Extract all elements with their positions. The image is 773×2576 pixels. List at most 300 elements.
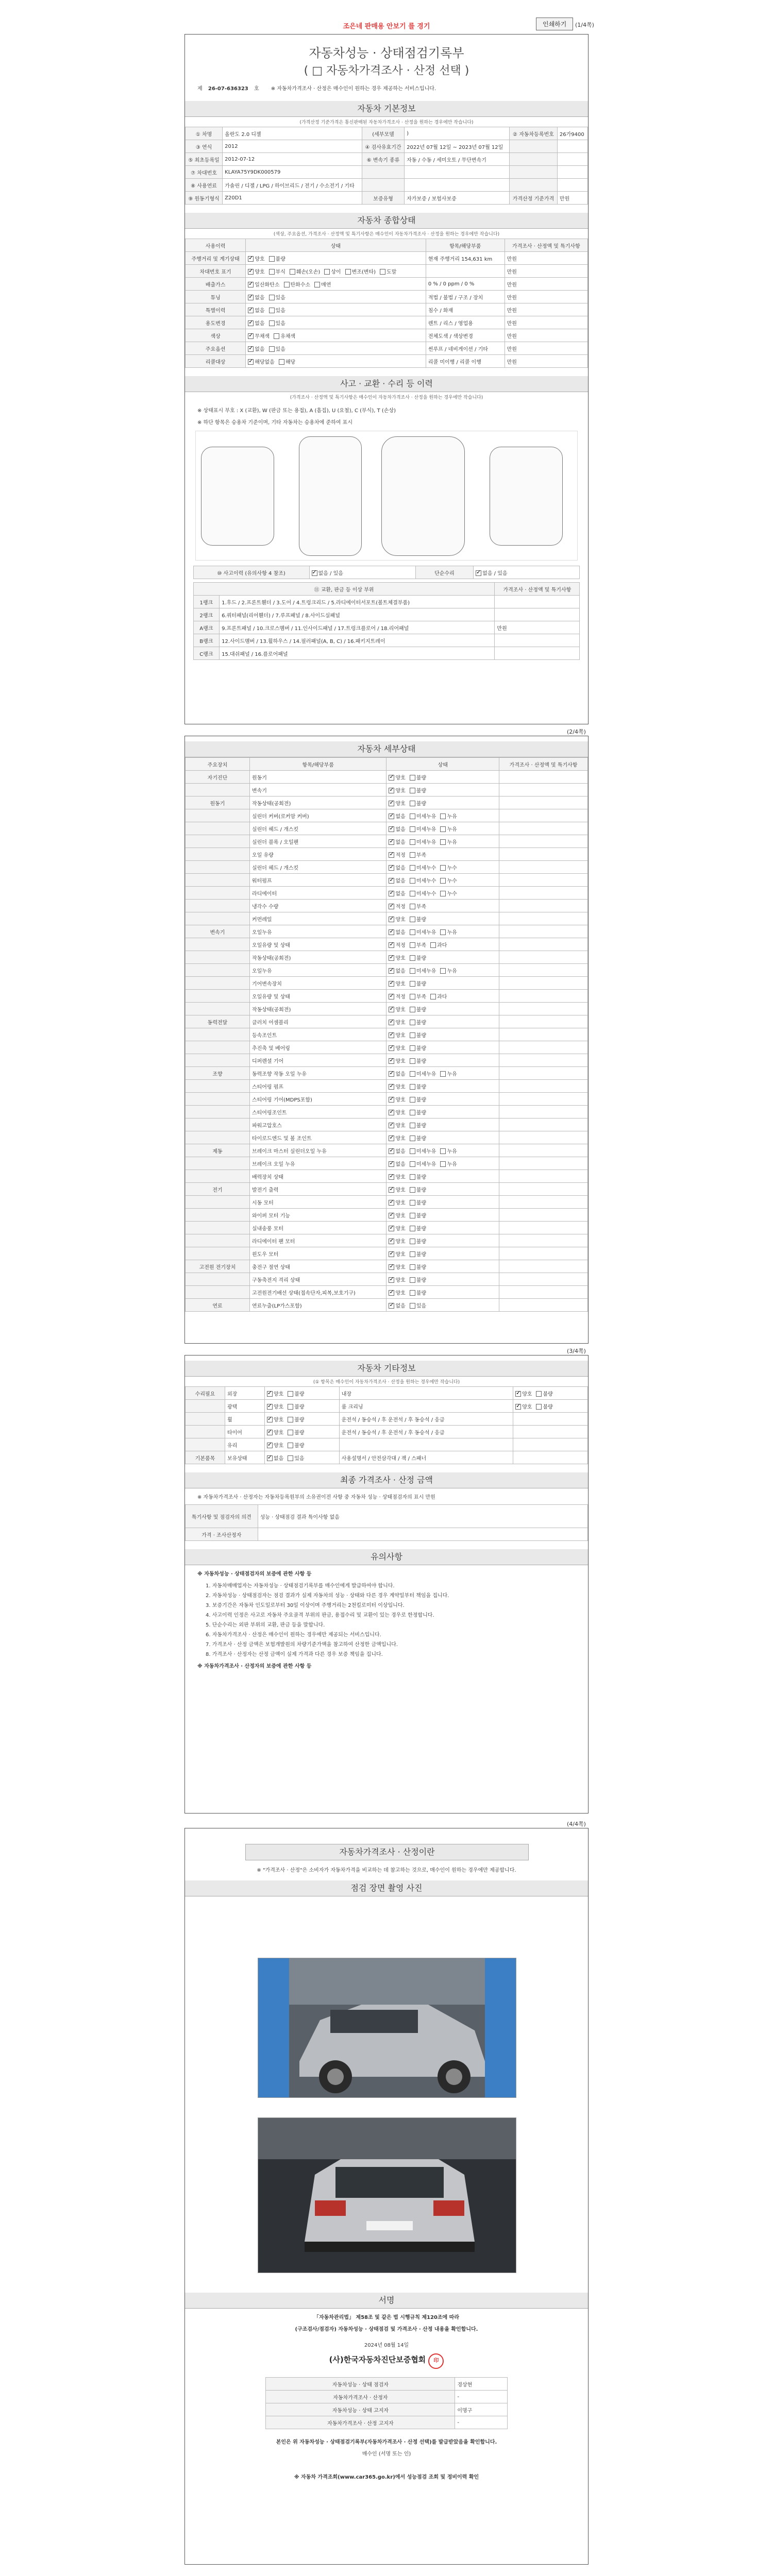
table-row [186,784,588,796]
checkbox-icon [389,1187,394,1193]
sign-law-2: (구조검사/점검자) 자동차성능 · 상태점검 및 가격조사 · 산정 내용을 확인합니다. [295,2327,478,2332]
checkbox-icon [410,942,415,948]
basic-cell: 보증유형 [362,192,404,205]
table-row [186,1028,588,1041]
checkbox-option: 누유 [440,967,457,974]
parts-items: 1.후드 / 2.프론트휀더 / 3.도어 / 4.트렁크리드 / 5.라디에이터서포트(볼트체결부품) [220,596,495,608]
overall-item: 특별이력 [186,303,246,316]
other-group [186,1400,225,1413]
notes-label-1: 특기사항 및 점검자의 의견 [186,1505,258,1528]
checkbox-option: 불량 [410,1250,426,1258]
checkbox-option: ✓ 양호 [389,1057,405,1064]
detail-group [186,809,250,822]
checkbox-icon [389,1290,394,1296]
table-row [186,1080,588,1093]
checkbox-option: ✓ 양호 [389,1121,405,1129]
checkbox-icon [248,282,254,287]
table-row [193,634,580,647]
detail-status [386,784,499,796]
detail-status [386,938,499,951]
overall-status [246,303,426,316]
checkbox-option: 불량 [288,1428,304,1436]
checkbox-option: 불량 [410,1198,426,1206]
basic-cell: 올란도 2.0 디젤 [223,127,362,140]
checkbox-option: 미세누유 [410,1160,436,1167]
detail-group: 제동 [186,1144,250,1157]
overall-price: 만원 [505,355,587,368]
detail-status [386,1080,499,1093]
checkbox-option: 불량 [269,255,285,262]
checkbox-option: 불량 [410,1134,426,1142]
other-status-2 [513,1426,588,1438]
checkbox-icon [269,256,275,262]
checkbox-option: 불량 [410,773,426,781]
checkbox-icon [288,1443,293,1448]
sign-date: 2024년 08월 14일 [364,2343,409,2348]
checkbox-option: ✓ 무채색 [248,332,270,340]
checkbox-icon [389,826,394,832]
overall-item: 배출가스 [186,278,246,291]
checkbox-option: 불량 [410,1224,426,1232]
detail-price [499,848,588,861]
basic-cell [509,166,557,179]
detail-status [386,964,499,977]
other-group [186,1426,225,1438]
detail-price [499,1067,588,1080]
signature-area [184,2282,589,2565]
parts-items: 9.프론트패널 / 10.크로스멤버 / 11.인사이드패널 / 17.트렁크플로어 / 18.리어패널 [220,621,495,634]
detail-item: 추진축 및 베어링 [249,1041,386,1054]
overall-status [246,329,426,342]
checkbox-icon [410,839,415,845]
overall-part: 침수 / 화재 [426,303,505,316]
detail-status [386,1234,499,1247]
checkbox-option: 있음 [410,1301,426,1309]
other-status [264,1387,339,1400]
checkbox-icon [324,269,330,275]
detail-group [186,951,250,964]
basic-cell: ⑧ 사용연료 [186,179,223,192]
overall-bar: 자동차 종합상태 [185,213,588,229]
detail-group [186,1273,250,1286]
checkbox-option: ✓ 없음 [389,889,405,897]
checkbox-option: 과다 [430,941,447,948]
checkbox-icon [284,282,290,287]
table-row [193,647,580,660]
signer-role: 자동차성능 · 상태 점검자 [266,2378,455,2391]
basic-cell: Z20D1 [223,192,362,205]
checkbox-option: ✓ 없음 [389,876,405,884]
checkbox-icon [389,1148,394,1154]
checkbox-option: ✓ 적정 [389,941,405,948]
detail-group [186,1003,250,1015]
table-row [186,1387,588,1400]
checkbox-icon [274,333,279,339]
checkbox-option: ✓ 없음 [389,812,405,820]
checkbox-icon [536,1404,542,1410]
checkbox-option: 미세누유 [410,928,436,936]
table-row [186,874,588,887]
basic-cell: ⑨ 원동기형식 [186,192,223,205]
detail-group [186,990,250,1003]
detail-item: 동력조향 작동 오일 누유 [249,1067,386,1080]
checkbox-icon [410,1277,415,1283]
checkbox-option: 누유 [440,825,457,833]
detail-h3: 가격조사 · 산정액 및 특기사항 [499,758,588,771]
other-status [264,1451,339,1464]
checkbox-option: ✓ 없음 [389,928,405,936]
other-status [264,1426,339,1438]
detail-status [386,1015,499,1028]
overall-part: 썬루프 / 네비게이션 / 기타 [426,342,505,355]
detail-status [386,1196,499,1209]
basic-cell [405,166,510,179]
basic-cell: ① 차명 [186,127,223,140]
detail-item: 라디에이터 팬 모터 [249,1234,386,1247]
checkbox-icon [389,865,394,871]
other-group: 기본품목 [186,1451,225,1464]
caution-line: 4. 사고이력 인정은 사고로 자동차 주요골격 부위의 판금, 용접수리 및 교환이 있는 경우로 한정합니다. [206,1613,434,1618]
checkbox-icon [410,1200,415,1206]
detail-price [499,925,588,938]
signer-name: 이명구 [455,2403,507,2416]
detail-group [186,912,250,925]
checkbox-icon [440,968,446,974]
checkbox-icon [389,1058,394,1064]
basic-cell [557,140,587,153]
table-row [186,316,588,329]
checkbox-option: 미세누유 [410,1147,436,1155]
basic-cell [509,179,557,192]
table-row [186,265,588,278]
other-item-2 [339,1438,513,1451]
detail-item: 브레이크 마스터 실린더오일 누유 [249,1144,386,1157]
detail-status [386,1041,499,1054]
checkbox-icon [410,1058,415,1064]
checkbox-icon [440,878,446,884]
detail-item: 작동상태(공회전) [249,796,386,809]
table-row [186,822,588,835]
checkbox-option: ✓ 양호 [248,255,264,262]
checkbox-option: 부족 [410,902,426,910]
basic-info-table [185,127,588,205]
detail-item: 실린더 커버(로커암 커버) [249,809,386,822]
other-item: 유리 [225,1438,264,1451]
table-row [186,1170,588,1183]
detail-status [386,925,499,938]
detail-group: 변속기 [186,925,250,938]
checkbox-option: 불량 [410,1263,426,1270]
car-top-view [299,436,362,556]
checkbox-option: ✓ 양호 [389,773,405,781]
table-row [186,938,588,951]
basic-cell [362,179,404,192]
table-row [186,1015,588,1028]
table-row [193,608,580,621]
cautions-bar: 유의사항 [185,1549,588,1565]
detail-price [499,1028,588,1041]
checkbox-icon [440,1071,446,1077]
detail-price [499,1299,588,1312]
checkbox-option: 있음 [269,345,285,352]
notes-value-1: 성능 · 상태점검 결과 특이사항 없음 [258,1505,587,1528]
page-number-3: (3/4쪽) [567,1348,586,1354]
notes-table [185,1504,588,1541]
detail-bar: 자동차 세부상태 [185,741,588,757]
detail-item: 실린더 헤드 / 개스킷 [249,822,386,835]
detail-price [499,951,588,964]
parts-price [495,634,580,647]
detail-price [499,1209,588,1222]
detail-item: 작동상태(공회전) [249,951,386,964]
checkbox-option: 불량 [410,799,426,807]
checkbox-icon [389,968,394,974]
checkbox-icon [389,891,394,896]
checkbox-option: 불량 [410,1211,426,1219]
detail-group [186,784,250,796]
overall-item: 주행거리 및 계기상태 [186,252,246,265]
checkbox-icon [389,788,394,793]
checkbox-icon [389,1213,394,1218]
overall-h3: 가격조사 · 산정액 및 특기사항 [505,239,587,252]
cautions-head-1: ※ 자동차성능 · 상태점검자의 보증에 관한 사항 등 [197,1571,312,1577]
overall-note: (색상, 주요옵션, 가격조사 · 산정액 및 특기사항은 매수인이 자동차가격조사 · 산정을 원하는 경우에만 작습니다) [273,232,500,237]
checkbox-icon [440,929,446,935]
car-frame-view [381,436,465,556]
basic-cell: 2012-07-12 [223,153,362,166]
checkbox-icon [410,891,415,896]
checkbox-option: 불량 [410,786,426,794]
detail-group: 원동기 [186,796,250,809]
other-status [264,1438,339,1451]
checkbox-option: ✓ 양호 [389,1289,405,1296]
detail-item: 와이퍼 모터 기능 [249,1209,386,1222]
cert-desc: ※ "가격조사 · 산정"은 소비자가 자동차가격을 비교하는 데 참고하는 것으로, 매수인이 원하는 경우에만 제공합니다. [257,1868,516,1873]
checkbox-option: 누수 [440,876,457,884]
checkbox-icon [269,320,275,326]
detail-price [499,1106,588,1118]
checkbox-icon [389,1251,394,1257]
checkbox-option: ✓ 양호 [389,1185,405,1193]
checkbox-option: 누유 [440,928,457,936]
other-group: 수리필요 [186,1387,225,1400]
detail-price [499,784,588,796]
detail-price [499,964,588,977]
checkbox-option: ✓ 양호 [389,786,405,794]
table-row [186,140,588,153]
checkbox-option: ✓ 적정 [389,851,405,858]
overall-price: 만원 [505,303,587,316]
basic-cell: 가솔린 / 디젤 / LPG / 하이브리드 / 전기 / 수소전기 / 기타 [223,179,362,192]
basic-cell [557,153,587,166]
detail-item: 실린더 헤드 / 개스킷 [249,861,386,874]
detail-status [386,1299,499,1312]
other-status [264,1400,339,1413]
table-row [186,127,588,140]
overall-status [246,291,426,303]
checkbox-option: 도말 [380,267,396,275]
other-bar: 자동차 기타정보 [185,1361,588,1377]
detail-price [499,796,588,809]
checkbox-icon [410,826,415,832]
checkbox-icon [389,1161,394,1167]
signer-name: 경상현 [455,2378,507,2391]
detail-item: 오일유량 및 상태 [249,990,386,1003]
accident-bar: 사고 · 교환 · 수리 등 이력 [185,376,588,392]
detail-item: 디퍼렌셜 기어 [249,1054,386,1067]
checkbox-option: ✓ 양호 [389,1263,405,1270]
other-status [264,1413,339,1426]
checkbox-option: ✓ 양호 [389,1237,405,1245]
checkbox-option: 유채색 [274,332,295,340]
checkbox-icon [389,1264,394,1270]
other-status-2 [513,1451,588,1464]
checkbox-icon [410,917,415,922]
table-row [266,2403,507,2416]
detail-group: 고전원 전기장치 [186,1260,250,1273]
detail-item: 스티어링 기어(MDPS포함) [249,1093,386,1106]
table-row [186,1054,588,1067]
overall-price: 만원 [505,252,587,265]
detail-group [186,938,250,951]
table-row [186,291,588,303]
checkbox-icon [389,1303,394,1309]
page-number-2: (2/4쪽) [567,728,586,735]
checkbox-icon [410,981,415,987]
detail-group [186,1041,250,1054]
table-row [186,1438,588,1451]
checkbox-icon [389,1174,394,1180]
detail-status [386,990,499,1003]
detail-item: 타이로드엔드 및 볼 조인트 [249,1131,386,1144]
detail-group [186,977,250,990]
detail-status [386,1067,499,1080]
checkbox-icon [389,1239,394,1244]
checkbox-option: 누유 [440,1160,457,1167]
detail-group: 조향 [186,1067,250,1080]
detail-status [386,874,499,887]
detail-group [186,848,250,861]
checkbox-icon [269,295,275,300]
detail-group [186,1170,250,1183]
checkbox-icon [389,942,394,948]
detail-group [186,887,250,900]
checkbox-option: 불량 [410,1005,426,1013]
other-status-2 [513,1400,588,1413]
checkbox-option: ✓ 양호 [389,1082,405,1090]
detail-item: 변속기 [249,784,386,796]
table-row [186,796,588,809]
other-item: 휠 [225,1413,264,1426]
detail-group [186,1234,250,1247]
checkbox-icon [288,1455,293,1461]
table-row [186,1222,588,1234]
parts-price-label: 가격조사 · 산정액 및 특기사항 [495,583,580,596]
overall-h1: 상태 [246,239,426,252]
table-row [266,2416,507,2429]
checkbox-option: ✓ 양호 [389,1095,405,1103]
parts-items: 12.사이드멤버 / 13.휠하우스 / 14.필러패널(A, B, C) / 16.패키지트레이 [220,634,495,647]
accident-legend-1: ※ 상태표시 부호 : X (교환), W (판금 또는 용접), A (흠집), U (요철), C (부식), T (손상) [197,408,396,414]
basic-cell: 2012 [223,140,362,153]
checkbox-option: ✓ 양호 [267,1389,283,1397]
checkbox-option: ✓ 없음 [248,306,264,314]
table-row [186,1400,588,1413]
table-row [186,1183,588,1196]
checkbox-icon [269,346,275,352]
inspection-photo-front [258,1958,516,2098]
checkbox-option: 누유 [440,812,457,820]
checkbox-option: 부족 [410,851,426,858]
basic-cell: 자동 / 수동 / 세미오토 / 무단변속기 [405,153,510,166]
detail-price [499,809,588,822]
checkbox-option: 불량 [288,1415,304,1423]
checkbox-option: ✓ 양호 [389,1031,405,1039]
checkbox-icon [389,1200,394,1206]
detail-status [386,1106,499,1118]
basic-cell: ⑦ 차대번호 [186,166,223,179]
parts-items: 15.대쉬패널 / 16.플로어패널 [220,647,495,660]
checkbox-option: ✓ 양호 [389,1250,405,1258]
checkbox-icon [389,1226,394,1231]
overall-part: 전체도색 / 색상변경 [426,329,505,342]
detail-price [499,900,588,912]
table-row [186,1234,588,1247]
checkbox-option: 불량 [410,1237,426,1245]
detail-group [186,1093,250,1106]
detail-item: 클러치 어셈블리 [249,1015,386,1028]
checkbox-option: ✓ 없음 [389,863,405,871]
checkbox-icon [248,308,254,313]
table-row [193,621,580,634]
signer-table [265,2377,507,2429]
overall-h0: 사용이력 [186,239,246,252]
checkbox-icon [410,801,415,806]
detail-price [499,1247,588,1260]
checkbox-icon [288,1404,293,1410]
checkbox-option: 불량 [536,1402,552,1410]
parts-level: 2랭크 [193,608,219,621]
checkbox-option: 미세누유 [410,967,436,974]
parts-level: 1랭크 [193,596,219,608]
table-row [186,1144,588,1157]
detail-status [386,912,499,925]
detail-status [386,771,499,784]
final-note: ※ 자동차가격조사 · 산정자는 자동차등록원부의 소유권이전 사항 중 자동차 성능 · 상태점검자의 표시 만원 [197,1495,435,1500]
checkbox-icon [389,839,394,845]
checkbox-icon [267,1455,273,1461]
detail-price [499,977,588,990]
detail-status [386,1286,499,1299]
checkbox-icon [389,852,394,858]
signer-role: 자동차성능 · 상태 고지자 [266,2403,455,2416]
checkbox-option: ✓ 없음 [389,1070,405,1077]
checkbox-option: 불량 [288,1441,304,1449]
checkbox-option: ✓ 없음 [248,293,264,301]
checkbox-option: 불량 [410,979,426,987]
print-button[interactable]: 인쇄하기 [536,18,573,30]
checkbox-option: 불량 [536,1389,552,1397]
basic-cell [509,153,557,166]
basic-info-bar: 자동차 기본정보 [185,101,588,117]
parts-price: 만원 [495,621,580,634]
detail-item: 시동 모터 [249,1196,386,1209]
detail-price [499,1093,588,1106]
basic-cell: ) [405,127,510,140]
detail-group: 연료 [186,1299,250,1312]
checkbox-option: ✓ 양호 [389,954,405,961]
basic-cell: KLAYA75Y9DK000579 [223,166,362,179]
